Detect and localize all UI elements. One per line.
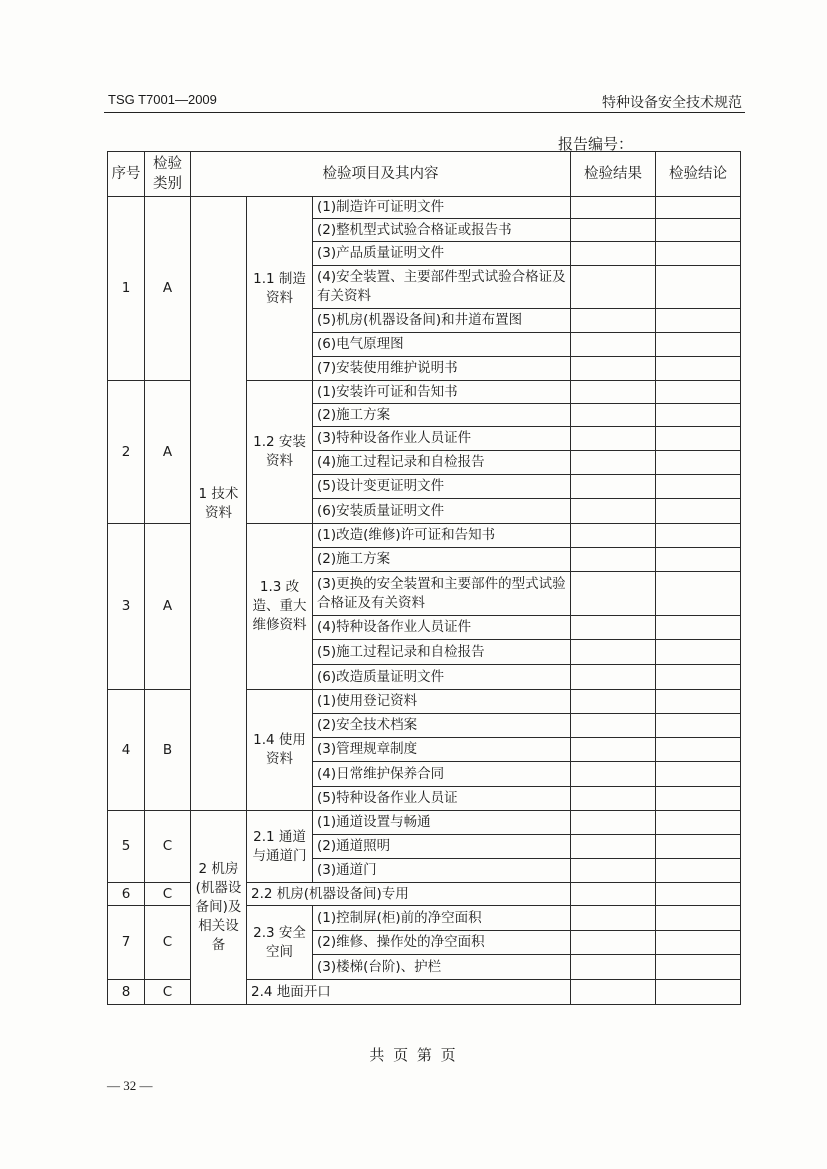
- table-row: [108, 811, 741, 835]
- inspection-item: (5)施工过程记录和自检报告: [313, 640, 571, 665]
- seq-cell: 1: [108, 197, 145, 381]
- result-cell: [571, 219, 656, 242]
- group-cell-technical-docs: 1 技术资料: [191, 197, 247, 811]
- result-cell: [571, 309, 656, 333]
- report-number-label: 报告编号：: [558, 135, 634, 153]
- inspection-table: [107, 151, 741, 1005]
- conclusion-cell: [656, 333, 741, 357]
- page-counter-line: 共 页 第 页: [369, 1046, 458, 1064]
- conclusion-cell: [656, 906, 741, 931]
- conclusion-cell: [656, 738, 741, 762]
- table-row: [108, 197, 741, 219]
- result-cell: [571, 548, 656, 572]
- conclusion-cell: [656, 980, 741, 1005]
- inspection-item: (4)施工过程记录和自检报告: [313, 451, 571, 475]
- result-cell: [571, 475, 656, 499]
- seq-cell: 6: [108, 883, 145, 906]
- conclusion-cell: [656, 427, 741, 451]
- category-cell: A: [145, 524, 191, 690]
- result-cell: [571, 616, 656, 640]
- conclusion-cell: [656, 572, 741, 616]
- inspection-item: (2)施工方案: [313, 548, 571, 572]
- conclusion-cell: [656, 266, 741, 309]
- col-header-category: 检验类别: [145, 152, 191, 197]
- subitem-cell: 2.1 通道与通道门: [247, 811, 313, 883]
- inspection-item: (4)日常维护保养合同: [313, 762, 571, 787]
- result-cell: [571, 266, 656, 309]
- category-cell: C: [145, 811, 191, 883]
- inspection-item: (1)通道设置与畅通: [313, 811, 571, 835]
- category-cell: A: [145, 381, 191, 524]
- result-cell: [571, 762, 656, 787]
- page-number: — 32 —: [107, 1078, 153, 1093]
- inspection-item: (3)特种设备作业人员证件: [313, 427, 571, 451]
- conclusion-cell: [656, 451, 741, 475]
- inspection-item: (2)维修、操作处的净空面积: [313, 931, 571, 955]
- group-cell-machine-room: 2 机房(机器设备间)及相关设备: [191, 811, 247, 1005]
- seq-cell: 2: [108, 381, 145, 524]
- conclusion-cell: [656, 524, 741, 548]
- inspection-item: (5)设计变更证明文件: [313, 475, 571, 499]
- inspection-item: (6)改造质量证明文件: [313, 665, 571, 690]
- col-header-seq: 序号: [108, 152, 145, 197]
- conclusion-cell: [656, 309, 741, 333]
- inspection-item: (6)电气原理图: [313, 333, 571, 357]
- conclusion-cell: [656, 714, 741, 738]
- inspection-item: (4)安全装置、主要部件型式试验合格证及有关资料: [313, 266, 571, 309]
- result-cell: [571, 451, 656, 475]
- conclusion-cell: [656, 665, 741, 690]
- result-cell: [571, 499, 656, 524]
- seq-cell: 4: [108, 690, 145, 811]
- inspection-item: 2.4 地面开口: [247, 980, 571, 1005]
- conclusion-cell: [656, 787, 741, 811]
- inspection-item: (2)施工方案: [313, 404, 571, 427]
- result-cell: [571, 859, 656, 883]
- result-cell: [571, 980, 656, 1005]
- document-code: TSG T7001—2009: [108, 92, 217, 107]
- inspection-item: (6)安装质量证明文件: [313, 499, 571, 524]
- conclusion-cell: [656, 548, 741, 572]
- conclusion-cell: [656, 219, 741, 242]
- conclusion-cell: [656, 640, 741, 665]
- conclusion-cell: [656, 859, 741, 883]
- conclusion-cell: [656, 955, 741, 980]
- inspection-item: (3)楼梯(台阶)、护栏: [313, 955, 571, 980]
- conclusion-cell: [656, 835, 741, 859]
- inspection-item: (1)制造许可证明文件: [313, 197, 571, 219]
- result-cell: [571, 811, 656, 835]
- inspection-item: (3)更换的安全装置和主要部件的型式试验合格证及有关资料: [313, 572, 571, 616]
- subitem-cell: 2.3 安全空间: [247, 906, 313, 980]
- seq-cell: 5: [108, 811, 145, 883]
- result-cell: [571, 714, 656, 738]
- inspection-item: 2.2 机房(机器设备间)专用: [247, 883, 571, 906]
- category-cell: C: [145, 980, 191, 1005]
- col-header-result: 检验结果: [571, 152, 656, 197]
- conclusion-cell: [656, 242, 741, 266]
- document-series-title: 特种设备安全技术规范: [602, 95, 742, 111]
- inspection-item: (1)改造(维修)许可证和告知书: [313, 524, 571, 548]
- result-cell: [571, 738, 656, 762]
- category-cell: C: [145, 883, 191, 906]
- conclusion-cell: [656, 475, 741, 499]
- result-cell: [571, 242, 656, 266]
- inspection-item: (3)通道门: [313, 859, 571, 883]
- result-cell: [571, 665, 656, 690]
- inspection-item: (1)安装许可证和告知书: [313, 381, 571, 404]
- result-cell: [571, 404, 656, 427]
- inspection-item: (3)产品质量证明文件: [313, 242, 571, 266]
- subitem-cell: 1.1 制造资料: [247, 197, 313, 381]
- table-header-row: [108, 152, 741, 197]
- conclusion-cell: [656, 381, 741, 404]
- result-cell: [571, 955, 656, 980]
- seq-cell: 8: [108, 980, 145, 1005]
- result-cell: [571, 640, 656, 665]
- conclusion-cell: [656, 197, 741, 219]
- result-cell: [571, 333, 656, 357]
- inspection-item: (5)特种设备作业人员证: [313, 787, 571, 811]
- conclusion-cell: [656, 499, 741, 524]
- category-cell: A: [145, 197, 191, 381]
- conclusion-cell: [656, 811, 741, 835]
- conclusion-cell: [656, 762, 741, 787]
- inspection-item: (2)整机型式试验合格证或报告书: [313, 219, 571, 242]
- inspection-item: (1)使用登记资料: [313, 690, 571, 714]
- conclusion-cell: [656, 404, 741, 427]
- result-cell: [571, 931, 656, 955]
- seq-cell: 7: [108, 906, 145, 980]
- result-cell: [571, 787, 656, 811]
- result-cell: [571, 197, 656, 219]
- result-cell: [571, 572, 656, 616]
- seq-cell: 3: [108, 524, 145, 690]
- category-cell: B: [145, 690, 191, 811]
- inspection-item: (7)安装使用维护说明书: [313, 357, 571, 381]
- result-cell: [571, 381, 656, 404]
- conclusion-cell: [656, 931, 741, 955]
- result-cell: [571, 427, 656, 451]
- conclusion-cell: [656, 616, 741, 640]
- result-cell: [571, 835, 656, 859]
- header-rule: [104, 112, 745, 113]
- conclusion-cell: [656, 883, 741, 906]
- result-cell: [571, 357, 656, 381]
- subitem-cell: 1.3 改造、重大维修资料: [247, 524, 313, 690]
- result-cell: [571, 906, 656, 931]
- conclusion-cell: [656, 690, 741, 714]
- inspection-item: (2)安全技术档案: [313, 714, 571, 738]
- col-header-items: 检验项目及其内容: [191, 152, 571, 197]
- inspection-item: (2)通道照明: [313, 835, 571, 859]
- inspection-item: (5)机房(机器设备间)和井道布置图: [313, 309, 571, 333]
- result-cell: [571, 524, 656, 548]
- conclusion-cell: [656, 357, 741, 381]
- inspection-item: (3)管理规章制度: [313, 738, 571, 762]
- subitem-cell: 1.4 使用资料: [247, 690, 313, 811]
- inspection-item: (1)控制屏(柜)前的净空面积: [313, 906, 571, 931]
- col-header-conclusion: 检验结论: [656, 152, 741, 197]
- category-cell: C: [145, 906, 191, 980]
- result-cell: [571, 883, 656, 906]
- subitem-cell: 1.2 安装资料: [247, 381, 313, 524]
- result-cell: [571, 690, 656, 714]
- inspection-item: (4)特种设备作业人员证件: [313, 616, 571, 640]
